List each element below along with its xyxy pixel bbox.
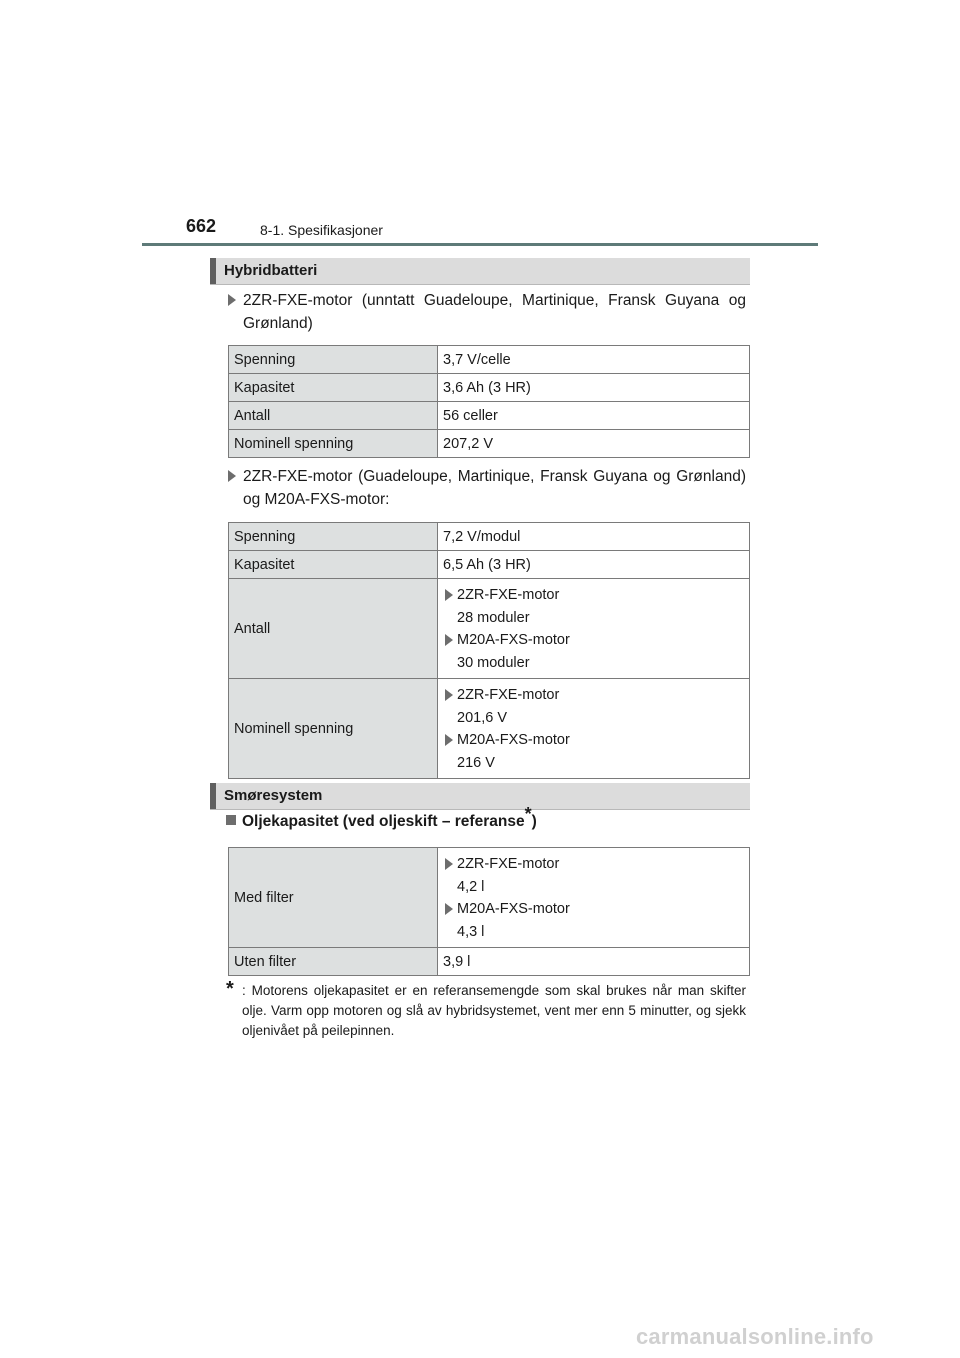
chapter-title: 8-1. Spesifikasjoner xyxy=(260,222,383,238)
page-number: 662 xyxy=(186,216,217,236)
hybrid-intro-2 xyxy=(228,465,746,511)
row-key: Kapasitet xyxy=(229,551,438,579)
table-row xyxy=(229,374,750,402)
sub-item xyxy=(443,853,744,876)
row-value: 3,6 Ah (3 HR) xyxy=(438,374,750,402)
table-row xyxy=(229,523,750,551)
footnote-star: * xyxy=(226,978,234,1000)
row-key: Kapasitet xyxy=(229,374,438,402)
section-title: Hybridbatteri xyxy=(224,262,318,279)
row-key: Spenning xyxy=(229,346,438,374)
row-key: Med filter xyxy=(229,848,438,948)
table-row xyxy=(229,551,750,579)
hybrid-table-1 xyxy=(228,345,750,458)
row-value: 56 celler xyxy=(438,402,750,430)
engine-label: 2ZR-FXE-motor xyxy=(457,587,560,603)
engine-label: M20A-FXS-motor xyxy=(457,632,570,648)
heading-text: Oljekapasitet (ved oljeskift – referanse xyxy=(242,813,525,830)
oil-table xyxy=(228,847,750,976)
table-row xyxy=(229,346,750,374)
row-key: Uten filter xyxy=(229,948,438,976)
table-row xyxy=(229,402,750,430)
sub-value: 4,2 l xyxy=(457,878,485,895)
oil-capacity-heading xyxy=(226,803,537,831)
section-hybridbatteri xyxy=(210,258,750,285)
sub-item xyxy=(443,584,744,607)
row-value: 3,7 V/celle xyxy=(438,346,750,374)
sub-value: 216 V xyxy=(457,754,495,771)
engine-label: M20A-FXS-motor xyxy=(457,901,570,917)
row-key: Nominell spenning xyxy=(229,679,438,779)
triangle-bullet-icon xyxy=(445,589,453,601)
triangle-bullet-icon xyxy=(445,903,453,915)
triangle-bullet-icon xyxy=(445,689,453,701)
sub-item xyxy=(443,629,744,652)
table-row xyxy=(229,430,750,458)
row-value: 3,9 l xyxy=(438,948,750,976)
sub-value: 28 moduler xyxy=(457,609,530,626)
engine-label: 2ZR-FXE-motor xyxy=(457,687,560,703)
header-rule xyxy=(142,243,818,246)
table-row xyxy=(229,679,750,779)
triangle-bullet-icon xyxy=(228,470,236,482)
triangle-bullet-icon xyxy=(445,634,453,646)
intro-text: 2ZR-FXE-motor (Guadeloupe, Martinique, Fransk Guyana og Grønland) og M20A-FXS-motor: xyxy=(243,468,746,508)
sub-value: 30 moduler xyxy=(457,654,530,671)
table-row xyxy=(229,848,750,948)
footnote xyxy=(226,978,746,1041)
row-value: 6,5 Ah (3 HR) xyxy=(438,551,750,579)
intro-text: 2ZR-FXE-motor (unntatt Guadeloupe, Martinique, Fransk Guyana og Grønland) xyxy=(243,292,746,332)
row-key: Antall xyxy=(229,402,438,430)
sub-item xyxy=(443,898,744,921)
row-value: 207,2 V xyxy=(438,430,750,458)
row-value: 7,2 V/modul xyxy=(438,523,750,551)
triangle-bullet-icon xyxy=(445,734,453,746)
section-smoresystem xyxy=(210,783,750,810)
engine-label: 2ZR-FXE-motor xyxy=(457,856,560,872)
row-key: Antall xyxy=(229,579,438,679)
heading-end: ) xyxy=(531,813,537,830)
engine-label: M20A-FXS-motor xyxy=(457,732,570,748)
table-row xyxy=(229,948,750,976)
hybrid-intro-1 xyxy=(228,289,746,335)
watermark: carmanualsonline.info xyxy=(636,1324,874,1349)
triangle-bullet-icon xyxy=(445,858,453,870)
sub-value: 4,3 l xyxy=(457,923,485,940)
section-title: Smøresystem xyxy=(224,787,323,804)
row-key: Spenning xyxy=(229,523,438,551)
footnote-text: : Motorens oljekapasitet er en referansemengde som skal brukes når man skifter olje. Varm opp motoren og slå av hybridsystemet, vent mer enn 5 minutter, og sjekk oljenivået på peilepinnen. xyxy=(242,983,746,1038)
table-row xyxy=(229,579,750,679)
sub-item xyxy=(443,684,744,707)
sub-item xyxy=(443,729,744,752)
row-value xyxy=(438,848,750,948)
triangle-bullet-icon xyxy=(228,294,236,306)
row-value xyxy=(438,579,750,679)
row-key: Nominell spenning xyxy=(229,430,438,458)
row-value xyxy=(438,679,750,779)
sub-value: 201,6 V xyxy=(457,709,507,726)
hybrid-table-2 xyxy=(228,522,750,779)
footnote-marker: * xyxy=(524,803,532,824)
square-bullet-icon xyxy=(226,815,236,825)
